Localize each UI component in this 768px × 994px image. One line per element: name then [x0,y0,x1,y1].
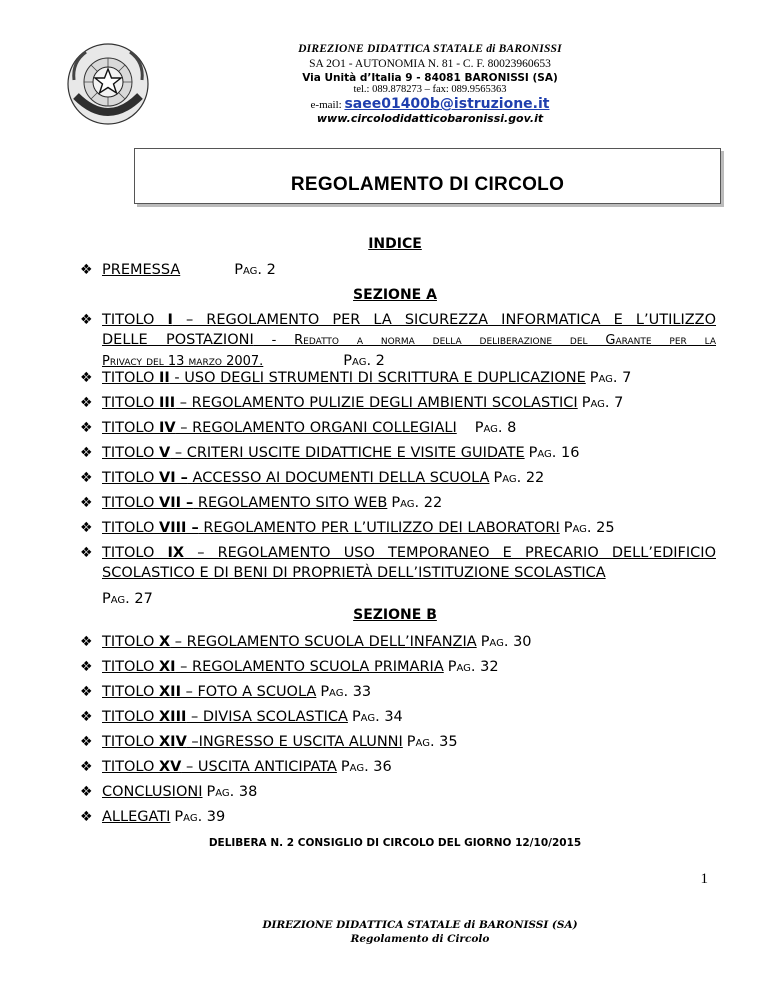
index-item-allegati[interactable]: ❖ ALLEGATI Pag. 39 [80,809,226,825]
header-phone: tel.: 089.878273 – fax: 089.9565363 [353,84,507,95]
premessa-label: PREMESSA [102,262,181,278]
index-item-titolo-7[interactable]: ❖ TITOLO VII – REGOLAMENTO SITO WEB Pag. 22 [80,495,443,511]
diamond-bullet-icon: ❖ [80,684,93,700]
diamond-bullet-icon: ❖ [80,312,93,328]
index-item-premessa[interactable] [80,260,716,280]
diamond-bullet-icon: ❖ [80,445,93,461]
diamond-bullet-icon: ❖ [80,759,93,775]
section-a-heading: SEZIONE A [353,287,437,303]
premessa-page: Pag. 2 [234,262,276,278]
diamond-bullet-icon: ❖ [80,520,93,536]
website-link[interactable]: www.circolodidatticobaronissi.gov.it [316,112,544,125]
header-email-line [250,96,610,112]
diamond-bullet-icon: ❖ [80,495,93,511]
diamond-bullet-icon: ❖ [80,370,93,386]
index-heading: INDICE [368,236,422,252]
index-item-titolo-3[interactable]: ❖ TITOLO III – REGOLAMENTO PULIZIE DEGLI AMBIENTI SCOLASTICI Pag. 7 [80,395,624,411]
diamond-bullet-icon: ❖ [80,709,93,725]
email-link[interactable]: saee01400b@istruzione.it [344,96,550,112]
footer-institution: DIREZIONE DIDATTICA STATALE di BARONISSI (SA) [262,919,578,931]
index-item-titolo-4[interactable]: ❖ TITOLO IV – REGOLAMENTO ORGANI COLLEGIALI Pag. 8 [80,420,517,436]
diamond-bullet-icon: ❖ [80,420,93,436]
header-address: Via Unità d’Italia 9 - 84081 BARONISSI (SA) [302,72,558,84]
diamond-bullet-icon: ❖ [80,470,93,486]
index-item-titolo-2[interactable]: ❖ TITOLO II - USO DEGLI STRUMENTI DI SCRITTURA E DUPLICAZIONE Pag. 7 [80,370,632,386]
page-number: 1 [700,871,708,887]
diamond-bullet-icon: ❖ [80,784,93,800]
diamond-bullet-icon: ❖ [80,659,93,675]
index-item-titolo-1[interactable]: ❖ TITOLO I – REGOLAMENTO PER LA SICUREZZA INFORMATICA E L’UTILIZZO DELLE POSTAZIONI - Redatto a norma della deliberazione del Garante per la Privacy del 13 marzo 2007. Pag. 2 [80,312,717,369]
index-item-titolo-9[interactable]: ❖ TITOLO IX – REGOLAMENTO USO TEMPORANEO E PRECARIO DELL’EDIFICIO SCOLASTICO E DI BENI DI PROPRIETÀ DELL’ISTITUZIONE SCOLASTICA Pag. 27 [80,545,716,607]
index-item-titolo-8[interactable]: ❖ TITOLO VIII – REGOLAMENTO PER L’UTILIZZO DEI LABORATORI Pag. 25 [80,520,615,536]
index-item-titolo-12[interactable]: ❖ TITOLO XII – FOTO A SCUOLA Pag. 33 [80,684,372,700]
section-b-heading: SEZIONE B [353,607,437,623]
index-item-titolo-5[interactable]: ❖ TITOLO V – CRITERI USCITE DIDATTICHE E VISITE GUIDATE Pag. 16 [80,445,580,461]
index-item-titolo-10[interactable]: ❖ TITOLO X – REGOLAMENTO SCUOLA DELL’INFANZIA Pag. 30 [80,634,532,650]
diamond-bullet-icon: ❖ [80,734,93,750]
diamond-bullet-icon: ❖ [80,545,93,561]
header-institution: DIREZIONE DIDATTICA STATALE di BARONISSI [298,43,562,55]
diamond-bullet-icon: ❖ [80,634,93,650]
email-label: e-mail: [310,99,342,111]
page-title: REGOLAMENTO DI CIRCOLO [290,174,565,195]
header-codes: SA 2O1 - AUTONOMIA N. 81 - C. F. 80023960653 [309,58,551,70]
index-item-titolo-15[interactable]: ❖ TITOLO XV – USCITA ANTICIPATA Pag. 36 [80,759,392,775]
footer-doc-title: Regolamento di Circolo [350,933,490,945]
diamond-bullet-icon: ❖ [80,809,93,825]
index-item-titolo-13[interactable]: ❖ TITOLO XIII – DIVISA SCOLASTICA Pag. 34 [80,709,403,725]
diamond-bullet-icon: ❖ [80,395,93,411]
index-item-conclusioni[interactable]: ❖ CONCLUSIONI Pag. 38 [80,784,258,800]
delibera-note: DELIBERA N. 2 CONSIGLIO DI CIRCOLO DEL GIORNO 12/10/2015 [208,837,582,849]
diamond-bullet-icon: ❖ [80,262,93,278]
index-item-titolo-14[interactable]: ❖ TITOLO XIV –INGRESSO E USCITA ALUNNI Pag. 35 [80,734,458,750]
index-item-titolo-6[interactable]: ❖ TITOLO VI – ACCESSO AI DOCUMENTI DELLA SCUOLA Pag. 22 [80,470,545,486]
italian-republic-emblem [66,42,150,126]
index-item-titolo-11[interactable]: ❖ TITOLO XI – REGOLAMENTO SCUOLA PRIMARIA Pag. 32 [80,659,499,675]
